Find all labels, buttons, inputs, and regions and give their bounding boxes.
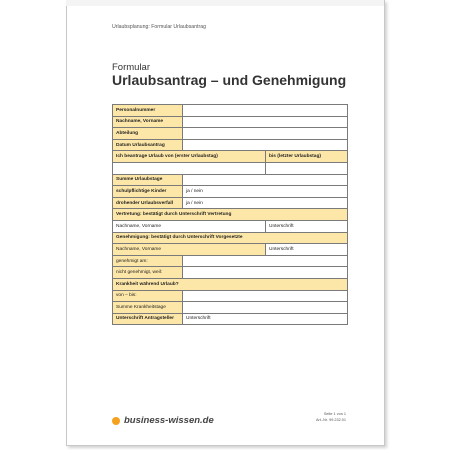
label-genehmigung: Genehmigung: bestätigt durch Unterschrift Vorgesetzte (113, 232, 348, 244)
label-verfall: drohender Urlaubsverfall (113, 197, 183, 209)
table-row (113, 232, 348, 244)
title-kicker: Formular (112, 62, 151, 73)
article-number: Art.-Nr. 99.232.01 (316, 418, 346, 422)
field-von-bis[interactable] (183, 290, 348, 302)
field-verfall[interactable]: ja / nein (183, 197, 348, 209)
label-krankheit: Krankheit während Urlaub? (113, 278, 348, 290)
table-row (113, 290, 348, 302)
label-vertretung: Vertretung: bestätigt durch Unterschrift Vertretung (113, 209, 348, 221)
field-nicht-genehmigt[interactable] (183, 267, 348, 279)
field-genehmigung-signature[interactable]: Unterschrift (266, 244, 348, 256)
label-kinder: schulpflichtige Kinder (113, 186, 183, 198)
label-personalnummer: Personalnummer (113, 105, 183, 117)
brand-logo (112, 415, 214, 426)
label-antragsteller: Unterschrift Antragsteller (113, 313, 183, 325)
field-antragsteller-signature[interactable]: Unterschrift (183, 313, 348, 325)
table-row (113, 174, 348, 186)
label-abteilung: Abteilung (113, 128, 183, 140)
table-row (113, 151, 348, 163)
field-personalnummer[interactable] (183, 105, 348, 117)
label-nicht-genehmigt: nicht genehmigt, weil: (113, 267, 183, 279)
label-datum: Datum Urlaubsantrag (113, 139, 183, 151)
table-row (113, 105, 348, 117)
field-datum[interactable] (183, 139, 348, 151)
field-kinder[interactable]: ja / nein (183, 186, 348, 198)
field-vertretung-name[interactable]: Nachname, Vorname (113, 220, 266, 232)
logo-text: business-wissen.de (124, 415, 214, 426)
field-vertretung-signature[interactable]: Unterschrift (266, 220, 348, 232)
table-row (113, 255, 348, 267)
field-genehmigung-name[interactable]: Nachname, Vorname (113, 244, 266, 256)
field-summe[interactable] (183, 174, 348, 186)
label-krankheitstage: Summe Krankheitstage (113, 302, 183, 314)
table-row (113, 278, 348, 290)
field-urlaub-von[interactable] (113, 162, 266, 174)
table-row (113, 313, 348, 325)
label-genehmigt-am: genehmigt am: (113, 255, 183, 267)
table-row (113, 186, 348, 198)
table-row (113, 267, 348, 279)
field-urlaub-bis[interactable] (266, 162, 348, 174)
page-top-band (66, 0, 384, 6)
table-row (113, 128, 348, 140)
table-row (113, 220, 348, 232)
table-row (113, 302, 348, 314)
label-urlaub-bis: bis (letzter Urlaubstag) (266, 151, 348, 163)
footer-info (316, 411, 346, 423)
vacation-form-table (112, 104, 348, 325)
page-number: Seite 1 von 1 (323, 412, 346, 416)
table-row (113, 244, 348, 256)
field-krankheitstage[interactable] (183, 302, 348, 314)
label-von-bis: von – bis: (113, 290, 183, 302)
field-name[interactable] (183, 116, 348, 128)
label-name: Nachname, Vorname (113, 116, 183, 128)
label-summe: Summe Urlaubstage (113, 174, 183, 186)
table-row (113, 197, 348, 209)
field-genehmigt-am[interactable] (183, 255, 348, 267)
label-urlaub-von: Ich beantrage Urlaub von (erster Urlaubstag) (113, 151, 266, 163)
page-title: Urlaubsantrag – und Genehmigung (112, 72, 347, 88)
table-row (113, 139, 348, 151)
logo-dot-icon (112, 417, 120, 425)
table-row (113, 116, 348, 128)
field-abteilung[interactable] (183, 128, 348, 140)
table-row (113, 162, 348, 174)
table-row (113, 209, 348, 221)
breadcrumb: Urlaubsplanung: Formular Urlaubsantrag (112, 24, 206, 30)
